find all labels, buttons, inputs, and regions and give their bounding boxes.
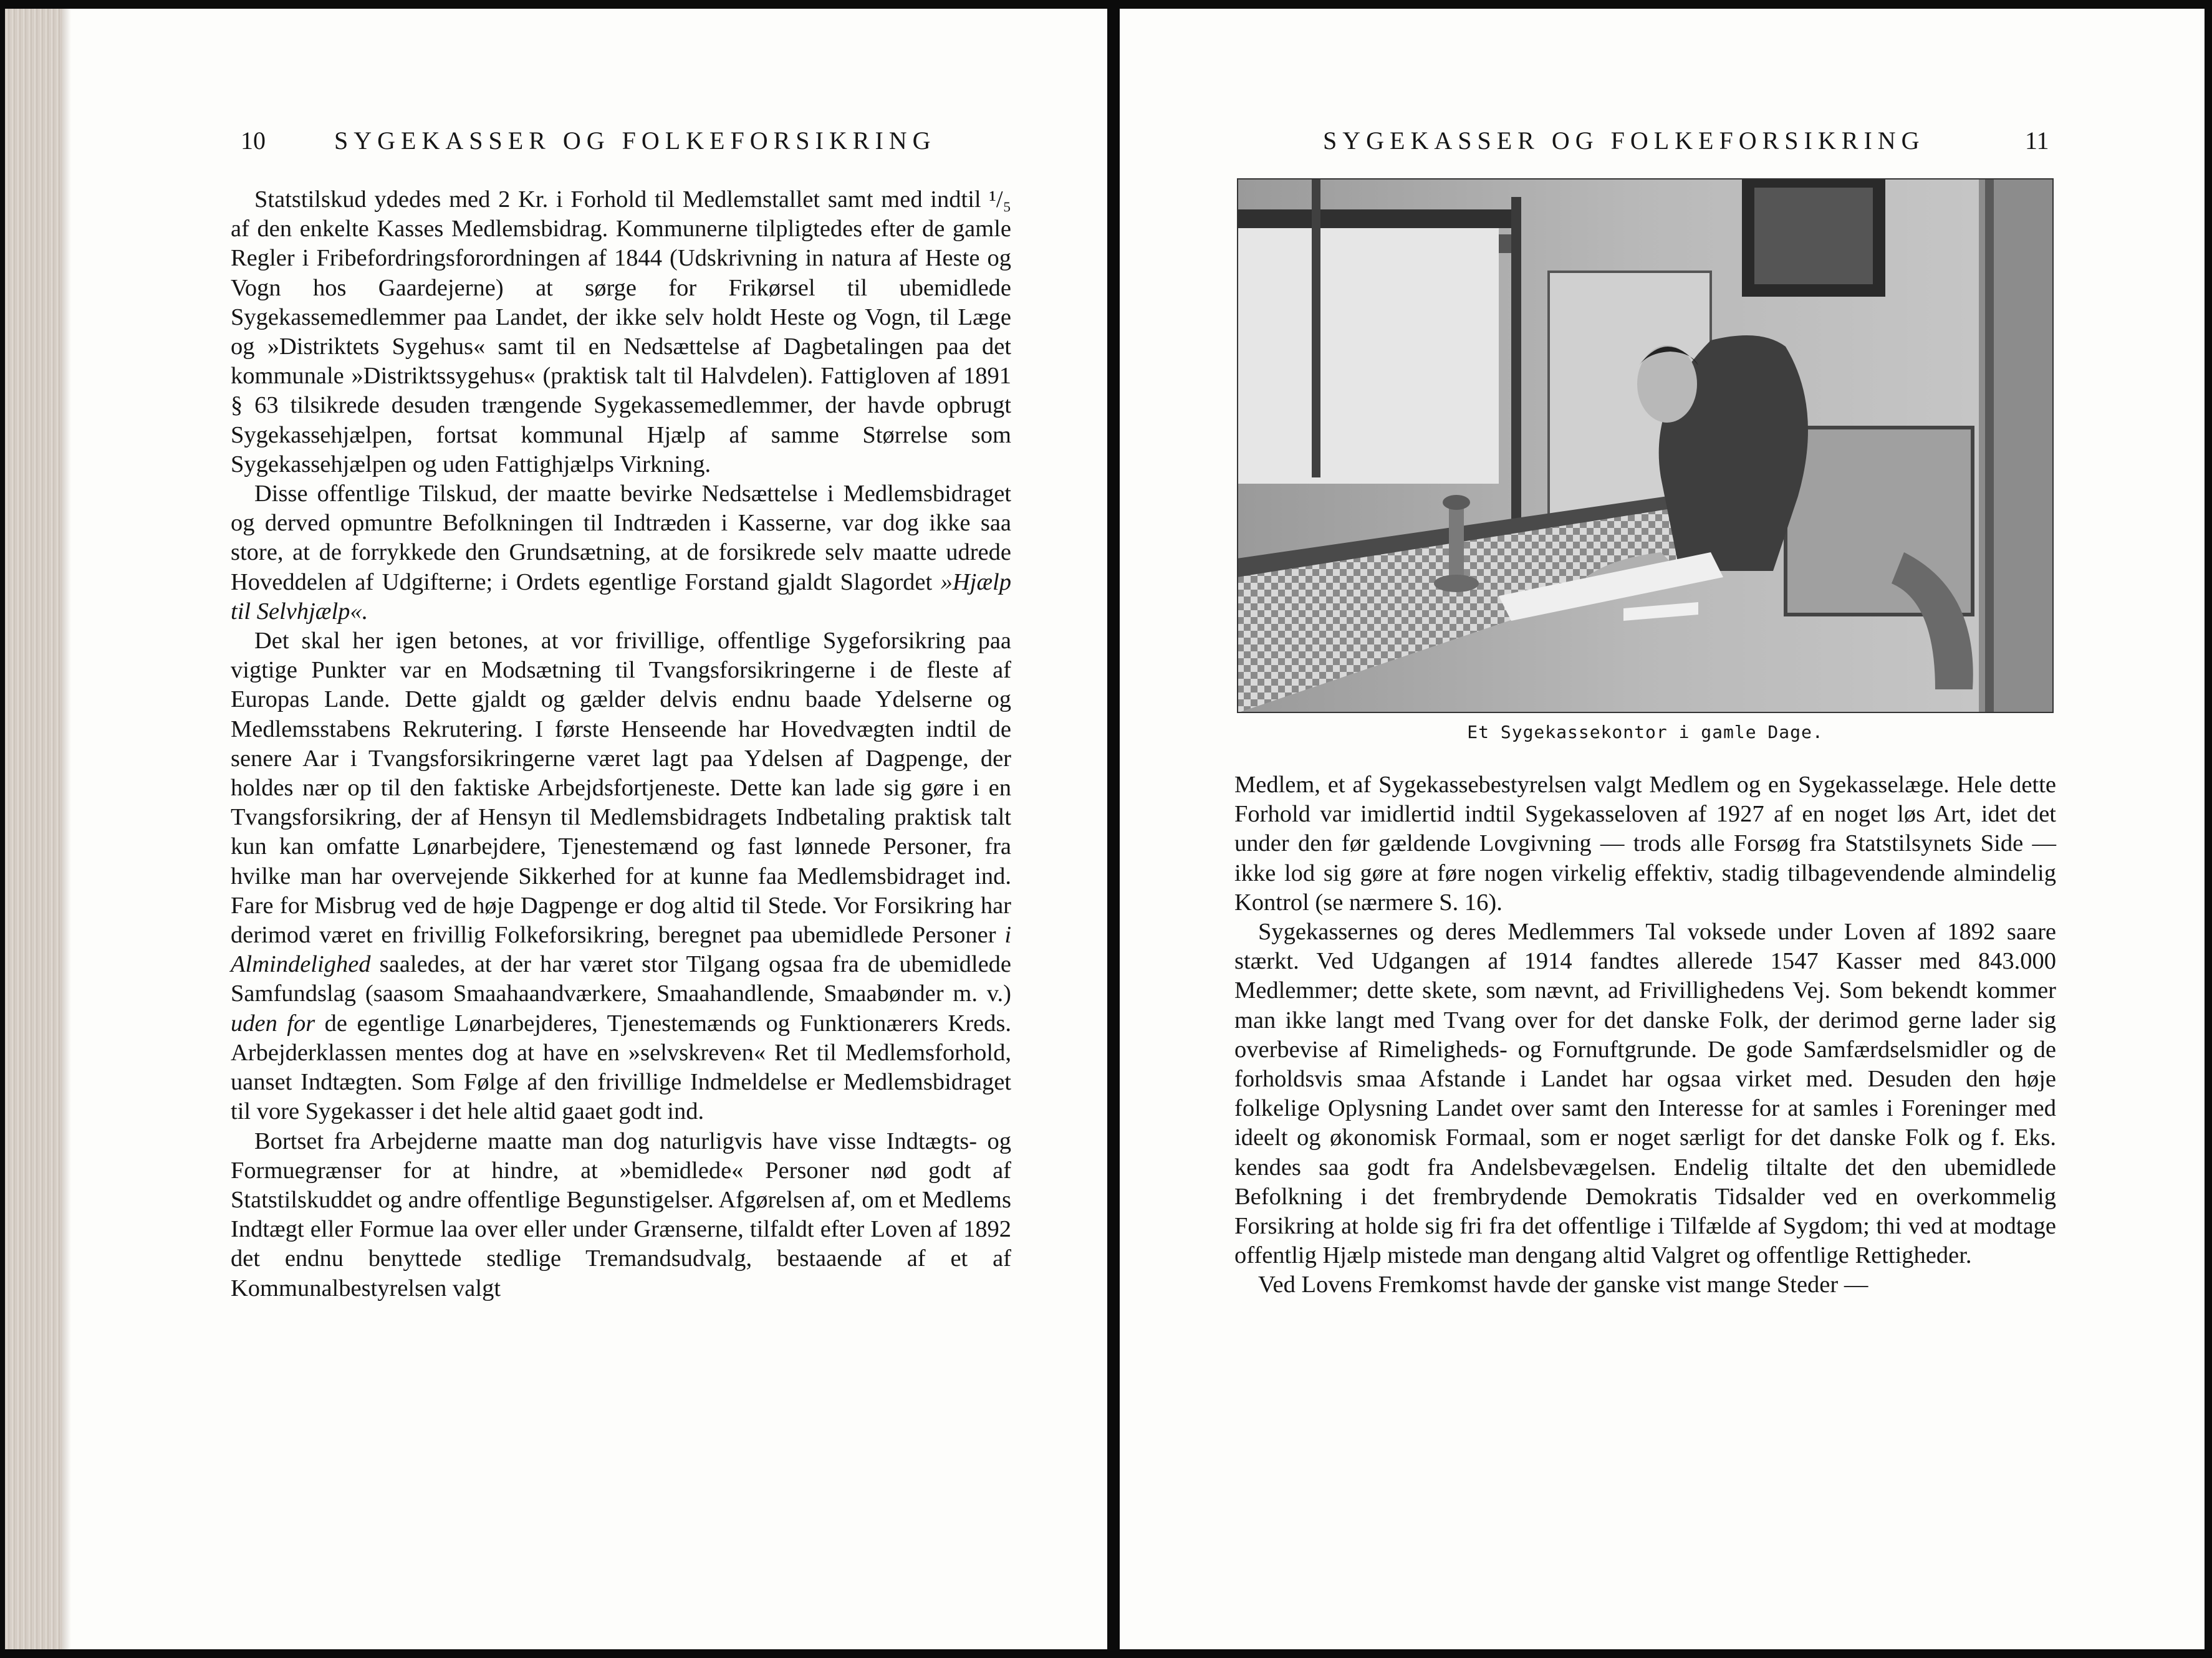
running-header: SYGEKASSER OG FOLKEFORSIKRING: [334, 127, 936, 155]
paragraph: Statstilskud ydedes med 2 Kr. i Forhold til Medlemstallet samt med indtil ¹/₅ af den enkelte Kasses Medlemsbidrag. Kommunerne tilpligtedes efter de gamle Regler i Fribefordringsforordningen af 1844 (Udskrivning in natura af Heste og Vogn hos Gaardejerne) at sørge for Frikørsel til ubemidlede Sygekassemedlemmer paa Landet, der ikke selv holdt Heste og Vogn, til Læge og »Distriktets Sygehus« samt til en Nedsættelse af Dagbetalingen paa det kommunale »Distriktssygehus« (praktisk talt til Halvdelen). Fattigloven af 1891 § 63 tilsikrede desuden trængende Sygekassemedlemmer, der havde opbrugt Sygekassehjælpen, fortsat kommunal Hjælp af samme Størrelse som Sygekassehjælpen og uden Fattighjælps Virkning.: [231, 186, 1011, 477]
paragraph: Disse offentlige Tilskud, der maatte bevirke Nedsættelse i Medlemsbidraget og derved opmuntre Befolkningen til Indtræden i Kasserne, var dog ikke saa store, at de forrykkede den Grundsætning, at de forsikrede selv maatte udrede Hoveddelen af Udgifterne; i Ordets egentlige Forstand gjaldt Slagordet »Hjælp til Selvhjælp«.: [231, 481, 1011, 625]
italic-phrase: uden for: [231, 1010, 315, 1037]
left-page: [5, 9, 1107, 1649]
italic-slogan: »Hjælp til Selvhjælp«.: [231, 568, 1011, 625]
page-edge: [5, 9, 62, 1649]
photograph-office: [1237, 178, 2054, 713]
paragraph: Medlem, et af Sygekassebestyrelsen valgt Medlem og en Sygekasselæge. Hele dette Forhold var imidlertid indtil Sygekasseloven af 1927 af en noget løs Art, idet det under den før gældende Lovgivning — trods alle Forsøg fra Statstilsynets Side — ikke lod sig gøre at føre nogen virkelig effektiv, stadig tilbagevendende almindelig Kontrol (se nærmere S. 16).: [1234, 772, 2056, 916]
paragraph: Ved Lovens Fremkomst havde der ganske vist mange Steder —: [1258, 1272, 1868, 1298]
running-header: SYGEKASSER OG FOLKEFORSIKRING: [1323, 127, 1925, 155]
photo-caption: Et Sygekassekontor i gamle Dage.: [1467, 722, 1824, 742]
paragraph: Det skal her igen betones, at vor frivillige, offentlige Sygeforsikring paa vigtige Punkter var en Modsætning til Tvangsforsikringerne i de fleste af Europas Lande. Dette gjaldt og gælder delvis endnu baade Ydelserne og Medlemsstabens Rekrutering. I første Henseende har Hovedvægten indtil de senere Aar i Tvangsforsikringerne været lagt paa Ydelsen af Dagpenge, der holdes nær op til den faktiske Arbejdsfortjeneste. Dette kan lade sig gøre i en Tvangsforsikring, der af Hensyn til Medlemsbidragets Indbetaling praktisk talt kun kan omfatte Lønarbejdere, Tjenestemænd og fast lønnede Personer, fra hvilke man har overvejende Sikkerhed for at kunne faa Medlemsbidraget ind. Fare for Misbrug ved de høje Dagpenge er dog altid til Stede. Vor Forsikring har derimod været en frivillig Folkeforsikring, beregnet paa ubemidlede Personer i Almindelighed saaledes, at der har været stor Tilgang ogsaa fra de ubemidlede Samfundslag (saasom Smaahaandværkere, Smaahandlende, Smaabønder m. v.) uden for de egentlige Lønarbejderes, Tjenestemænds og Funktionærers Kreds. Arbejderklassen mentes dog at have en »selvskreven« Ret til Medlemsforhold, uanset Indtægten. Som Følge af den frivillige Indmeldelse er Medlemsbidraget til vore Sygekasser i det hele altid gaaet godt ind.: [231, 628, 1012, 1125]
right-page: [1120, 9, 2205, 1649]
body-text: [231, 185, 1011, 1303]
paragraph: Bortset fra Arbejderne maatte man dog naturligvis have visse Indtægts- og Formuegrænser for at hindre, at »bemidlede« Personer nød godt af Statstilskuddet og andre offentlige Begunstigelser. Afgørelsen af, om et Medlems Indtægt eller Formue laa over eller under Grænserne, tilfaldt efter Loven af 1892 det endnu benyttede stedlige Tremandsudvalg, bestaaende af et af Kommunalbestyrelsen valgt: [231, 1128, 1011, 1301]
body-text: [1234, 770, 2056, 1300]
page-number: 11: [2025, 127, 2049, 155]
italic-phrase: i Almindelighed: [231, 922, 1012, 978]
paragraph: Sygekassernes og deres Medlemmers Tal voksede under Loven af 1892 saare stærkt. Ved Udgangen af 1914 fandtes allerede 1547 Kasser med 843.000 Medlemmer; dette skete, som nævnt, ad Frivillighedens Vej. Som bekendt kommer man ikke langt med Tvang over for det danske Folk, der derimod gerne lader sig overbevise af Rimeligheds- og Fornuftgrunde. De gode Samfærdselsmidler og de forholdsvis smaa Afstande i Landet har ogsaa virket med. Desuden den høje folkelige Oplysning Landet over samt den Interesse for at samles i Foreninger med ideelt og økonomisk Formaal, som er noget særligt for det danske Folk og f. Eks. kendes saa godt fra Andelsbevægelsen. Endelig tiltalte det den ubemidlede Befolkning i det frembrydende Demokratis Tidsalder ved en overkommelig Forsikring at holde sig fri fra det offentlige i Tilfælde af Sygdom; thi ved at modtage offentlig Hjælp mistede man dengang altid Valgret og offentlige Rettigheder.: [1234, 919, 2056, 1269]
page-number: 10: [241, 127, 266, 155]
office-photo-illustration: [1237, 178, 2054, 713]
